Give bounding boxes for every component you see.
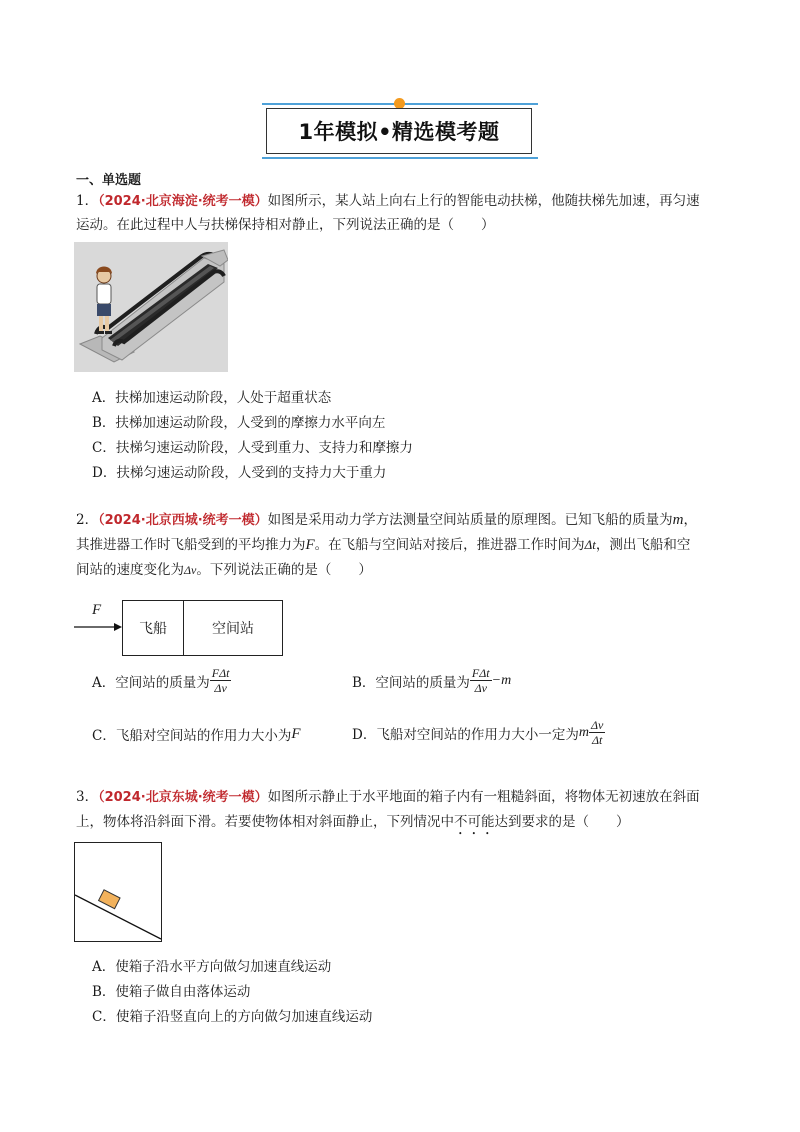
ship-label: 飞船	[139, 621, 167, 637]
q1-text1: 如图所示，某人站上向右上行的智能电动扶梯，他随扶梯先加速，再匀速	[267, 193, 700, 209]
q3-emphasis: 不可能	[454, 814, 495, 830]
q2-option-b[interactable]	[352, 666, 511, 695]
q2-d-num: Δv	[590, 718, 604, 732]
q2-diagram	[72, 596, 284, 658]
q2-option-d-fraction	[589, 718, 605, 747]
q2-b-tail: −m	[491, 672, 512, 688]
q2-b-num: FΔt	[471, 666, 490, 680]
q2-a-den: Δv	[214, 681, 227, 695]
q2-line2	[76, 534, 690, 556]
q1-option-c[interactable]: C．扶梯匀速运动阶段，人受到重力、支持力和摩擦力	[92, 440, 413, 456]
block-icon	[99, 890, 120, 909]
q2-b-den: Δv	[474, 681, 487, 695]
q2-a-num: FΔt	[211, 666, 230, 680]
page-title: 1年模拟•精选模考题	[298, 120, 500, 144]
station-label: 空间站	[212, 621, 254, 637]
q3-option-b[interactable]: B．使箱子做自由落体运动	[92, 984, 251, 1000]
q2-var-m: m	[672, 512, 684, 528]
q2-var-f: F	[305, 537, 315, 553]
q1-number: 1．	[76, 193, 99, 209]
section-heading: 一、单选题	[76, 173, 142, 188]
q2-source: （2024·北京西城·统考一模）	[98, 513, 268, 528]
ship-box	[122, 600, 184, 656]
banner-bottom-line	[262, 157, 538, 159]
q2-option-a[interactable]	[92, 666, 231, 695]
q1-line2: 运动。在此过程中人与扶梯保持相对静止，下列说法正确的是（ ）	[76, 217, 495, 233]
q2-d-pre: m	[578, 724, 589, 740]
q2-text1b: ，	[683, 512, 697, 528]
q2-option-d[interactable]	[352, 718, 605, 747]
q2-c-var: F	[291, 725, 301, 742]
q2-text3a: 间站的速度变化为	[76, 562, 184, 578]
q2-option-b-fraction	[470, 666, 492, 695]
q2-text2b: 。在飞船与空间站对接后，推进器工作时间为	[314, 537, 585, 553]
escalator-figure	[74, 242, 228, 372]
escalator-illustration	[74, 242, 228, 372]
q2-line3	[76, 559, 372, 581]
q2-option-a-text: A．空间站的质量为	[92, 674, 210, 691]
q3-option-c[interactable]: C．使箱子沿竖直向上的方向做匀加速直线运动	[92, 1009, 373, 1025]
q1-option-d[interactable]: D．扶梯匀速运动阶段，人受到的支持力大于重力	[92, 465, 387, 481]
incline-diagram	[75, 843, 161, 941]
q2-sym-dv: Δv	[184, 563, 197, 577]
q2-option-b-text: B．空间站的质量为	[352, 674, 470, 691]
q1-option-a[interactable]: A．扶梯加速运动阶段，人处于超重状态	[92, 390, 332, 406]
q3-text2a: 上，物体将沿斜面下滑。若要使物体相对斜面静止，下列情况中	[76, 814, 454, 830]
q2-line1	[76, 509, 697, 532]
q3-line2	[76, 811, 630, 838]
q3-text2b: 达到要求的是（ ）	[494, 814, 630, 830]
q2-sym-dt: Δt	[584, 537, 596, 552]
q2-number: 2．	[76, 512, 99, 528]
q3-number: 3．	[76, 789, 99, 805]
q2-option-c-text: C．飞船对空间站的作用力大小为	[92, 728, 292, 744]
q2-text1a: 如图是采用动力学方法测量空间站质量的原理图。已知飞船的质量为	[267, 512, 673, 528]
q3-option-a[interactable]: A．使箱子沿水平方向做匀加速直线运动	[92, 959, 332, 975]
q1-source: （2024·北京海淀·统考一模）	[98, 194, 268, 209]
q3-source: （2024·北京东城·统考一模）	[98, 790, 268, 805]
q2-text2c: ，测出飞船和空	[595, 537, 691, 553]
q3-text1: 如图所示静止于水平地面的箱子内有一粗糙斜面，将物体无初速放在斜面	[267, 789, 700, 805]
incline-box-figure	[74, 842, 162, 942]
title-banner	[266, 108, 532, 154]
q2-option-d-text: D．飞船对空间站的作用力大小一定为	[352, 726, 579, 743]
q2-option-a-fraction	[210, 666, 232, 695]
q3-line1	[76, 786, 700, 809]
q2-text3b: 。下列说法正确的是（ ）	[196, 562, 372, 578]
q1-line1	[76, 190, 700, 213]
q2-text2a: 其推进器工作时飞船受到的平均推力为	[76, 537, 306, 553]
q1-option-b[interactable]: B．扶梯加速运动阶段，人受到的摩擦力水平向左	[92, 415, 386, 431]
q2-option-c[interactable]	[92, 724, 301, 744]
q2-d-den: Δt	[591, 733, 603, 747]
station-box	[183, 600, 283, 656]
q2-force-label: F	[92, 602, 102, 618]
